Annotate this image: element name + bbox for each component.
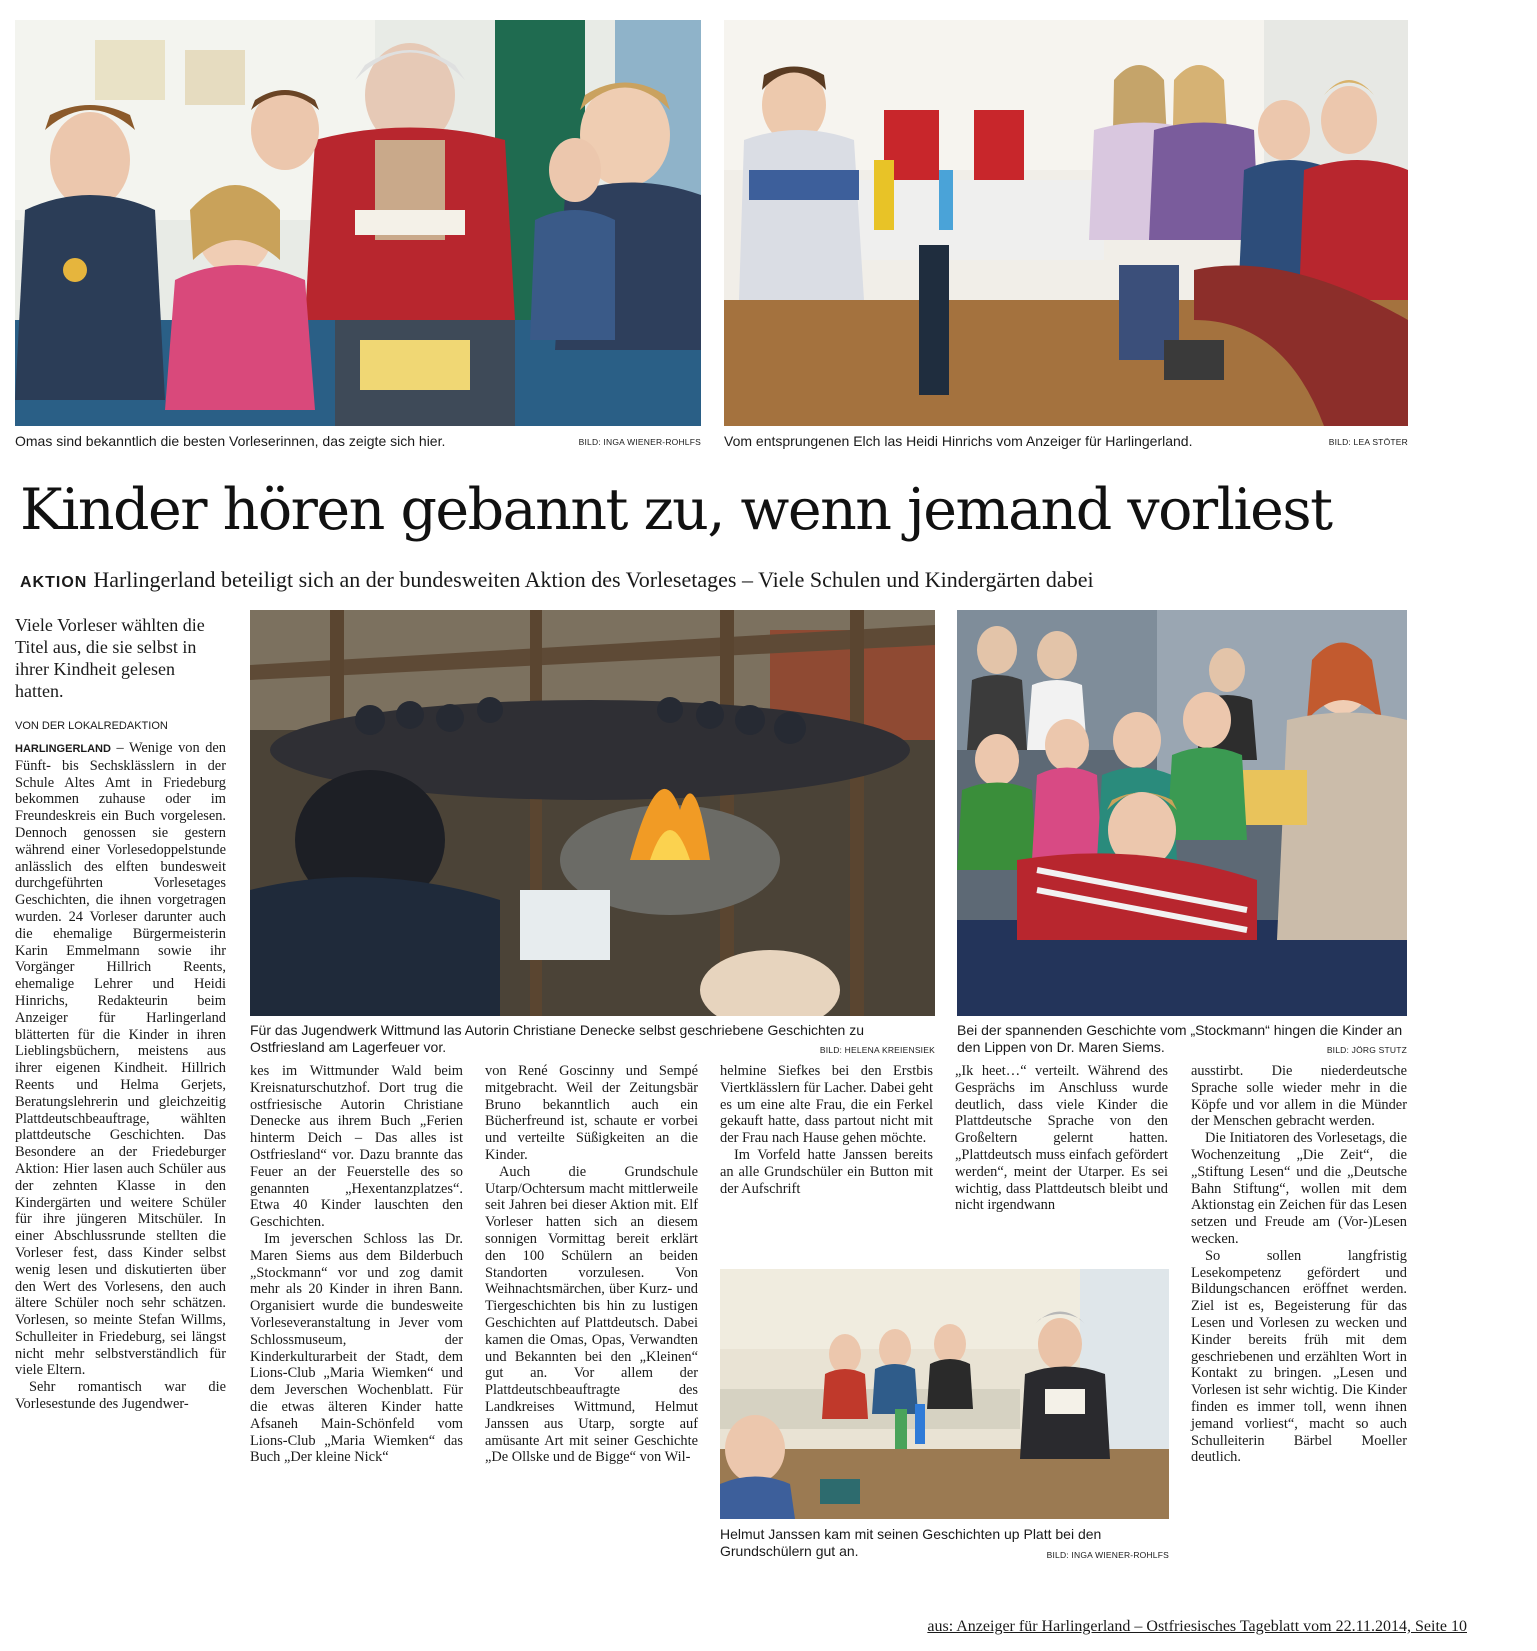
photo-caption: Omas sind bekanntlich die besten Vorleserinnen, das zeigte sich hier.: [15, 433, 446, 449]
article-paragraph: So sollen langfristig Lesekompetenz gefördert und Bildungschancen eröffnet werden. Ziel ist es, Begeisterung für das Lesen und Vorlesen zu wecken und Kinder bereits früh mit dem geschriebenen und erzählten Wort in Kontakt zu bringen. „Lesen und Vorlesen ist sehr wichtig. Die Kinder finden es immer toll, wenn ihnen jemand vorliest“, macht so auch Schulleiterin Bärbel Moeller deutlich.: [1191, 1247, 1407, 1466]
photo-caption: Bei der spannenden Geschichte vom „Stockmann“ hingen die Kinder an den Lippen von Dr. Maren Siems.: [957, 1022, 1403, 1055]
article-paragraph: Im Vorfeld hatte Janssen bereits an alle Grundschüler ein Button mit der Aufschrift: [720, 1146, 933, 1197]
teaser: Viele Vorleser wählten die Titel aus, die sie selbst in ihrer Kindheit gelesen hatten.: [15, 615, 205, 701]
article-paragraph: Im jeverschen Schloss las Dr. Maren Siems aus dem Bilderbuch „Stockmann“ vor und zog damit mehr als 20 Kinder in ihren Bann. Organisiert wurde die bundesweite Vorleseveranstaltung in Jever vom Schlossmuseum, der Kinderkulturarbeit der Stadt, dem Lions-Club „Maria Wiemken“ und dem Jeverschen Wochenblatt. Für die etwas älteren Kinder hatte Afsaneh Main-Schönfeld vom Lions-Club „Maria Wiemken“ das Buch „Der kleine Nick“: [250, 1230, 463, 1466]
article-paragraph: Die Initiatoren des Vorlesetags, die Wochenzeitung „Die Zeit“, die „Stiftung Lesen“ und die „Deutsche Bahn Stiftung“, wollen mit dem Aktionstag ein Zeichen für das Lesen setzen und Freude am (Vor-)Lesen wecken.: [1191, 1130, 1407, 1247]
byline: VON DER LOKALREDAKTION: [15, 720, 168, 732]
photo-credit: BILD: LEA STÖTER: [1328, 437, 1408, 447]
article-paragraph: von René Goscinny und Sempé mitgebracht. Weil der Zeitungsbär Bruno bekanntlich auch ein Bücherfreund ist, schaute er vorbei und verteilte Süßigkeiten an die Kinder.: [485, 1063, 698, 1163]
grandma-reading-photo: [15, 20, 701, 426]
article-paragraph: [15, 740, 226, 1379]
campfire-reading-photo: [250, 610, 935, 1016]
article-column-2: [250, 1063, 463, 1466]
article-paragraph: Auch die Grundschule Utarp/Ochtersum macht mittlerweile seit Jahren bei dieser Aktion mit. Elf Vorleser hatten sich an diesem sonnigen Vormittag bereit erklärt den 100 Schülern an beiden Standorten vorzulesen. Von Weihnachtsmärchen, über Kurz- und Tiergeschichten bis hin zu lustigen Geschichten auf Plattdeutsch. Dabei kamen die Omas, Opas, Verwandten und Bekannten bei den „Kleinen“ gut an. Vor allem der Plattdeutschbeauftragte des Landkreises Wittmund, Helmut Janssen aus Utarp, sorgte auf amüsante Art mit seiner Geschichte „De Ollske und de Bigge“ von Wil-: [485, 1163, 698, 1466]
article-paragraph: Sehr romantisch war die Vorlesestunde des Jugendwer-: [15, 1379, 226, 1413]
article-column-4: [720, 1063, 933, 1197]
article-paragraph: „Ik heet…“ verteilt. Während des Gesprächs im Anschluss wurde deutlich, dass viele Kinder die Plattdeutsche Sprache von den Großeltern gelernt hatten. „Plattdeutsch muss einfach gefördert werden“, meint der Utarper. Es sei wichtig, dass Plattdeutsch bleibt und nicht irgendwann: [955, 1063, 1168, 1214]
article-paragraph: kes im Wittmunder Wald beim Kreisnaturschutzhof. Dort trug die ostfriesische Autorin Christiane Denecke aus ihrem Buch „Ferien hinterm Deich – Das alles ist Ostfriesland“ vor. Dazu brannte das Feuer an der Feuerstelle des so genannten „Hexentanzplatzes“. Etwa 40 Kinder lauschten den Geschichten.: [250, 1063, 463, 1231]
photo-credit: BILD: HELENA KREIENSIEK: [819, 1045, 935, 1055]
paragraph-text: – Wenige von den Fünft- bis Sechsklässlern in der Schule Altes Amt in Friedeburg bekommen zuhause oder im Freundeskreis ein Buch vorgelesen. Dennoch genossen sie gestern während einer Vorlesedoppelstunde anlässlich des elften bundesweit durchgeführten Vorlesetages Geschichten, die ihnen vorgetragen wurden. 24 Vorleser darunter auch die ehemalige Bürgermeisterin Karin Emmelmann sowie ihr Vorgänger Hillrich Reents, ehemalige Lehrer und Heidi Hinrichs, Redakteurin beim Anzeiger für Harlingerland blätterten für die Kinder in ihren Lieblingsbüchern, meistens aus ihrer eigenen Kindheit. Hillrich Reents und Helma Gerjets, Beratungslehrerin und gleichzeitig Plattdeutschbeauftrage, wählten plattdeutsche Geschichten. Das Besondere an der Friedeburger Aktion: Hier lasen auch Schüler aus der zehnten Klasse in den Kindergärten und weitere Schüler für ihre jüngeren Mitschüler. In einer Abschlussrunde stellten die Vorleser fest, dass Kinder selbst wenig lesen und diskutierten über den Wert des Vorlesens, den auch ältere Schüler noch sehr schätzen. Vorlesen, so meinte Stefan Willms, Schulleiter in Friedeburg, sei längst nicht mehr selbstverständlich für viele Eltern.: [15, 740, 226, 1379]
photo-credit: BILD: INGA WIENER-ROHLFS: [1046, 1550, 1169, 1560]
subheadline: [20, 567, 1094, 596]
article-column-1: [15, 740, 226, 1413]
article-column-6: [1191, 1063, 1407, 1466]
photo-caption: Für das Jugendwerk Wittmund las Autorin Christiane Denecke selbst geschriebene Geschichten zu Ostfriesland am Lagerfeuer vor.: [250, 1022, 864, 1055]
dateline: HARLINGERLAND: [15, 743, 111, 755]
headline: Kinder hören gebannt zu, wenn jemand vorliest: [20, 477, 1332, 543]
article-paragraph: helmine Siefkes bei den Erstbis Viertklässlern für Lacher. Dabei geht es um eine alte Frau, die ein Ferkel gekauft hatte, dass partout nicht mit der Frau nach Hause gehen möchte.: [720, 1063, 933, 1147]
kicker-keyword: AKTION: [20, 574, 88, 591]
photo-credit: BILD: INGA WIENER-ROHLFS: [578, 437, 701, 447]
source-line: aus: Anzeiger für Harlingerland – Ostfriesisches Tageblatt vom 22.11.2014, Seite 10: [927, 1618, 1467, 1635]
platt-reading-photo: [720, 1269, 1169, 1519]
article-paragraph: ausstirbt. Die niederdeutsche Sprache solle wieder mehr in die Köpfe und vor allem in die Münder der Menschen gebracht werden.: [1191, 1063, 1407, 1130]
photo-caption: Helmut Janssen kam mit seinen Geschichten up Platt bei den Grundschülern gut an.: [720, 1526, 1102, 1559]
stockmann-reading-photo: [957, 610, 1407, 1016]
photo-caption: Vom entsprungenen Elch las Heidi Hinrichs vom Anzeiger für Harlingerland.: [724, 433, 1193, 449]
photo-credit: BILD: JÖRG STUTZ: [1326, 1045, 1407, 1055]
classroom-reading-photo: [724, 20, 1408, 426]
article-column-5: [955, 1063, 1168, 1214]
subheadline-text: Harlingerland beteiligt sich an der bundesweiten Aktion des Vorlesetages – Viele Schulen und Kindergärten dabei: [93, 567, 1094, 592]
article-column-3: [485, 1063, 698, 1466]
